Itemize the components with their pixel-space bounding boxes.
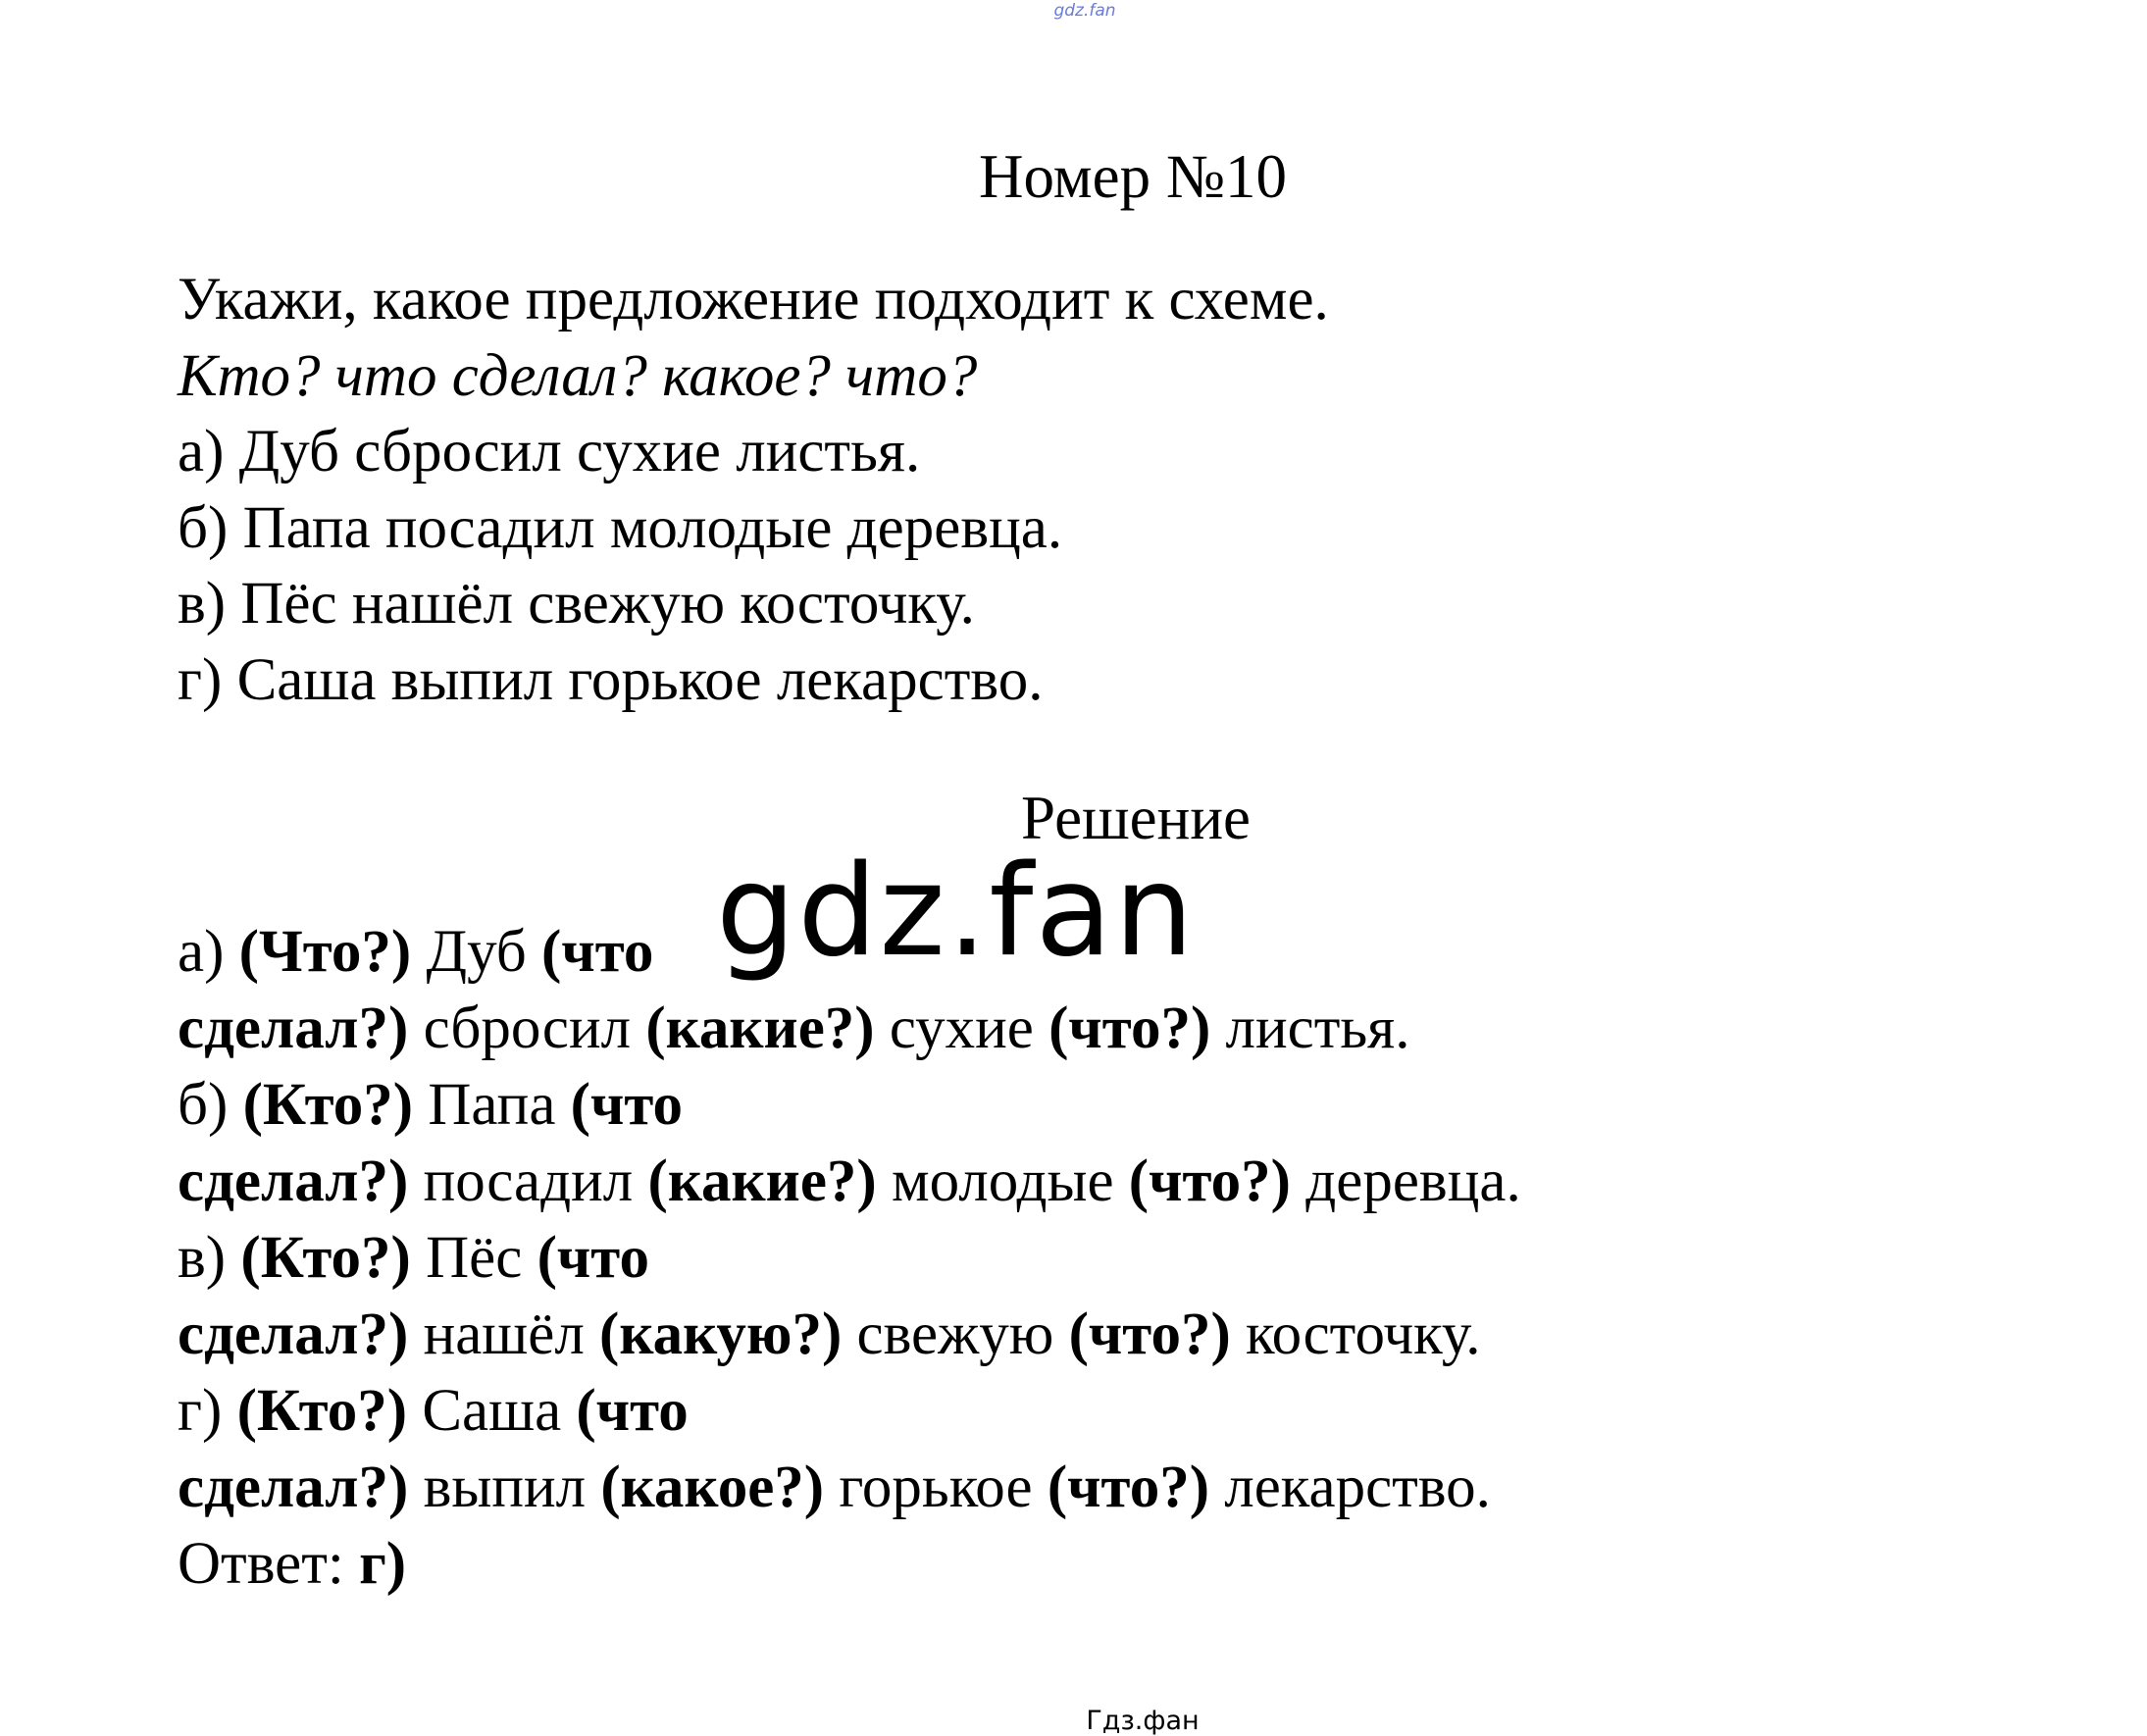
answer-value: г) bbox=[359, 1531, 407, 1597]
word: выпил bbox=[408, 1455, 601, 1520]
question-mark: (что?) bbox=[1048, 996, 1211, 1061]
option-letter: в) bbox=[178, 1225, 241, 1291]
gdz-watermark: gdz.fan bbox=[716, 839, 1196, 985]
task-instruction: Укажи, какое предложение подходит к схеме. bbox=[178, 267, 1329, 332]
answer-line bbox=[178, 1526, 1521, 1603]
solution-a-line-1 bbox=[178, 914, 1521, 991]
question-mark: (Кто?) bbox=[236, 1378, 408, 1444]
task-option-d: г) Саша выпил горькое лекарство. bbox=[178, 646, 1044, 713]
solution-title: Решение bbox=[1020, 784, 1252, 852]
word: косточку. bbox=[1230, 1302, 1481, 1367]
question-mark: (Кто?) bbox=[240, 1225, 411, 1291]
question-mark: сделал?) bbox=[178, 996, 409, 1061]
option-letter: б) bbox=[178, 1072, 243, 1138]
solution-b-line-2 bbox=[178, 1144, 1521, 1220]
task-scheme: Кто? что сделал? какое? что? bbox=[178, 342, 978, 409]
solution-block bbox=[178, 914, 1521, 1603]
question-mark: (Что?) bbox=[238, 919, 412, 985]
word: сухие bbox=[874, 996, 1049, 1061]
question-mark: (что bbox=[541, 919, 654, 985]
question-mark: сделал?) bbox=[178, 1302, 409, 1367]
solution-a-line-2 bbox=[178, 991, 1521, 1067]
question-mark: (что bbox=[570, 1072, 684, 1138]
word: свежую bbox=[842, 1302, 1069, 1367]
question-mark: (что?) bbox=[1047, 1455, 1210, 1520]
header-watermark: gdz.fan bbox=[1053, 1, 1116, 21]
question-mark: сделал?) bbox=[178, 1149, 409, 1214]
page-title: Номер №10 bbox=[979, 142, 1287, 211]
question-mark: (какие?) bbox=[647, 1149, 877, 1214]
word: горькое bbox=[824, 1455, 1048, 1520]
word: деревца. bbox=[1291, 1149, 1521, 1214]
word: Пёс bbox=[410, 1225, 537, 1291]
task-option-a: а) Дуб сбросил сухие листья. bbox=[178, 419, 921, 485]
word: сбросил bbox=[408, 996, 646, 1061]
footer-watermark: Гдз.фан bbox=[1086, 1706, 1200, 1736]
option-letter: г) bbox=[178, 1378, 237, 1444]
word: Папа bbox=[413, 1072, 571, 1138]
question-mark: (Кто?) bbox=[242, 1072, 414, 1138]
solution-d-line-2 bbox=[178, 1450, 1521, 1526]
word: Дуб bbox=[411, 919, 542, 985]
question-mark: (что?) bbox=[1128, 1149, 1291, 1214]
question-mark: (какие?) bbox=[645, 996, 875, 1061]
task-block bbox=[178, 262, 1329, 718]
question-mark: сделал?) bbox=[178, 1455, 409, 1520]
task-option-b: б) Папа посадил молодые деревца. bbox=[178, 494, 1063, 561]
solution-c-line-2 bbox=[178, 1297, 1521, 1373]
solution-b-line-1 bbox=[178, 1067, 1521, 1144]
word: молодые bbox=[876, 1149, 1129, 1214]
word: Саша bbox=[407, 1378, 577, 1444]
option-letter: а) bbox=[178, 919, 239, 985]
answer-label: Ответ: bbox=[178, 1531, 360, 1597]
task-option-c: в) Пёс нашёл свежую косточку. bbox=[178, 571, 975, 637]
solution-d-line-1 bbox=[178, 1373, 1521, 1450]
word: лекарство. bbox=[1209, 1455, 1491, 1520]
word: листья. bbox=[1210, 996, 1410, 1061]
solution-c-line-1 bbox=[178, 1220, 1521, 1297]
question-mark: (что bbox=[537, 1225, 649, 1291]
word: нашёл bbox=[408, 1302, 600, 1367]
question-mark: (какую?) bbox=[599, 1302, 843, 1367]
question-mark: (какое?) bbox=[600, 1455, 825, 1520]
word: посадил bbox=[408, 1149, 648, 1214]
question-mark: (что?) bbox=[1068, 1302, 1231, 1367]
question-mark: (что bbox=[576, 1378, 689, 1444]
